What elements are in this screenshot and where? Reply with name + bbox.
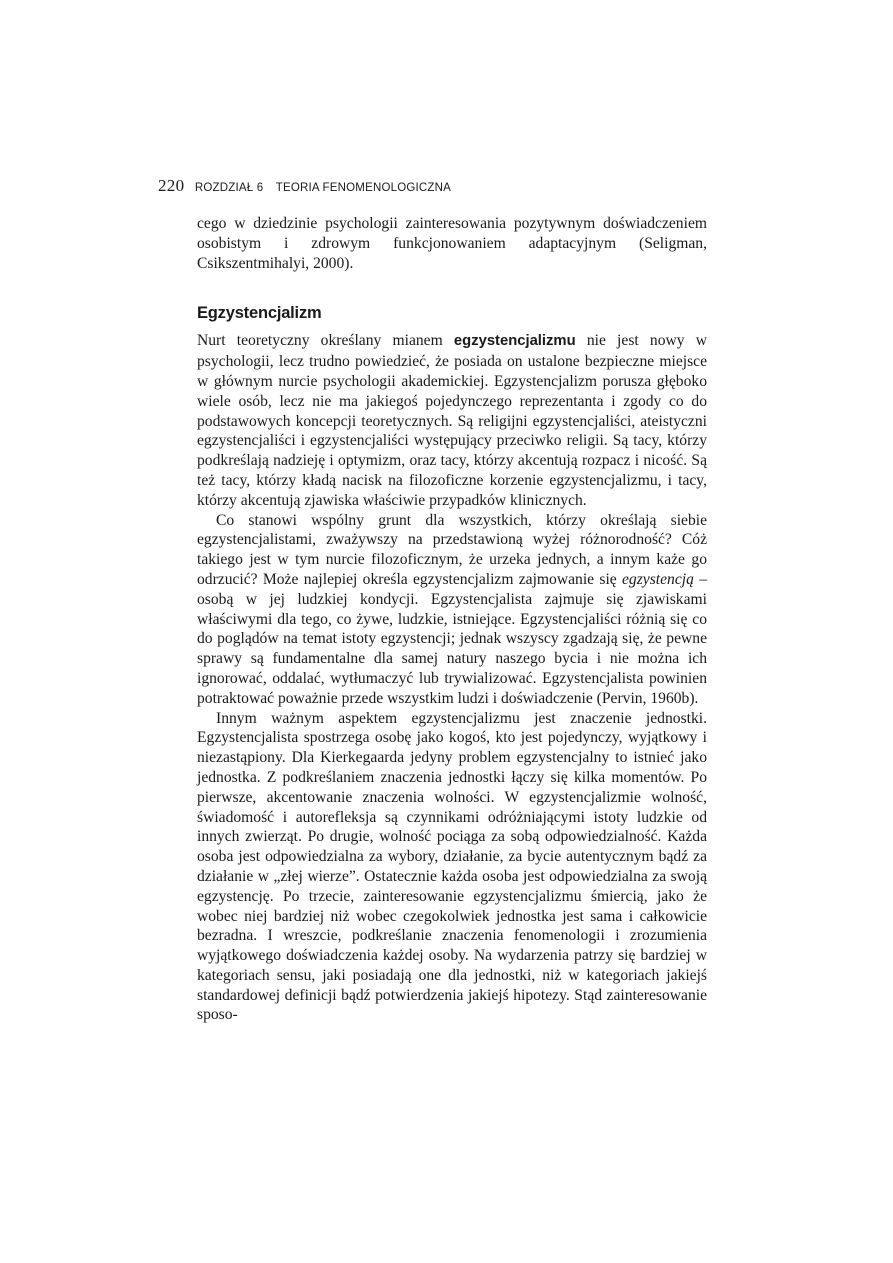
intro-paragraph: cego w dziedzinie psychologii zainteresowania pozytywnym doświadczeniem osobistym i zdrowym funkcjonowaniem adaptacyjnym (Seligman, Csikszentmihalyi, 2000).: [197, 215, 707, 272]
paragraph-1-rest: nie jest nowy w psychologii, lecz trudno powiedzieć, że posiada on ustalone bezpieczne miejsce w głównym nurcie psychologii akademickiej. Egzystencjalizm porusza głęboko wiele osób, lecz nie ma jakiegoś pojedynczego reprezentanta i zgody co do podstawowych koncepcji teoretycznych. Są religijni egzystencjaliści, ateistyczni egzystencjaliści i egzystencjaliści występujący przeciwko religii. Są tacy, którzy podkreślają nadzieję i optymizm, oraz tacy, którzy akcentują rozpacz i nicość. Są też tacy, którzy kładą nacisk na filozoficzne korzenie egzystencjalizmu, i tacy, którzy akcentują zjawiska właściwie przypadków klinicznych.: [197, 332, 708, 509]
paragraph-2: [197, 511, 707, 709]
paragraph-2-lead: Co stanowi wspólny grunt dla wszystkich, którzy określają siebie egzystencjalistami, zważywszy na przedstawioną wyżej różnorodność? Cóż takiego jest w tym nurcie filozoficznym, że urzeka jednych, a innym każe go odrzucić? Może najlepiej określa egzystencjalizm zajmowanie się: [197, 511, 707, 588]
italic-term: egzystencją: [622, 570, 694, 588]
page-number: 220: [158, 176, 185, 195]
section-heading: Egzystencjalizm: [197, 304, 322, 323]
chapter-title: TEORIA FENOMENOLOGICZNA: [275, 182, 451, 194]
chapter-label: ROZDZIAŁ 6: [194, 182, 264, 194]
paragraph-3: Innym ważnym aspektem egzystencjalizmu jest znaczenie jednostki. Egzystencjalista spostrzega osobę jako kogoś, kto jest pojedynczy, wyjątkowy i niezastąpiony. Dla Kierkegaarda jedyny problem egzystencjalny to istnieć jako jednostka. Z podkreślaniem znaczenia jednostki łączy się kilka momentów. Po pierwsze, akcentowanie znaczenia wolności. W egzystencjalizmie wolność, świadomość i autorefleksja są czynnikami odróżniającymi istoty ludzkie od innych zwierząt. Po drugie, wolność pociąga za sobą odpowiedzialność. Każda osoba jest odpowiedzialna za wybory, działanie, za bycie autentycznym bądź za działanie w „złej wierze”. Ostatecznie każda osoba jest odpowiedzialna za swoją egzystencję. Po trzecie, zainteresowanie egzystencjalizmu śmiercią, jako że wobec niej bardziej niż wobec czegokolwiek jednostka jest sama i całkowicie bezradna. I wreszcie, podkreślanie znaczenia fenomenologii i zrozumienia wyjątkowego doświadczenia każdej osoby. Na wydarzenia patrzy się bardziej w kategoriach sensu, jaki posiadają one dla jednostki, niż w kategoriach jakiejś standardowej definicji bądź potwierdzenia jakiejś hipotezy. Stąd zainteresowanie sposo-: [197, 709, 707, 1024]
body-text: [197, 214, 707, 1025]
paragraph-1-lead: Nurt teoretyczny określany mianem: [197, 332, 454, 350]
paragraph-2-rest: – osobą w jej ludzkiej kondycji. Egzystencjalista zajmuje się zjawiskami właściwymi dla tego, co żywe, ludzkie, istniejące. Egzystencjaliści różnią się co do poglądów na temat istoty egzystencji; jednak wszyscy zgadzają się, że pewne sprawy są fundamentalne dla samej natury naszego bycia i nie można ich ignorować, oddalać, wytłumaczyć lub trywializować. Egzystencjalista powinien potraktować poważnie przede wszystkim ludzi i doświadczenie (Pervin, 1960b).: [197, 570, 707, 707]
running-head: [158, 176, 718, 198]
key-term: egzystencjalizmu: [453, 333, 576, 350]
paragraph-1: [197, 331, 707, 510]
